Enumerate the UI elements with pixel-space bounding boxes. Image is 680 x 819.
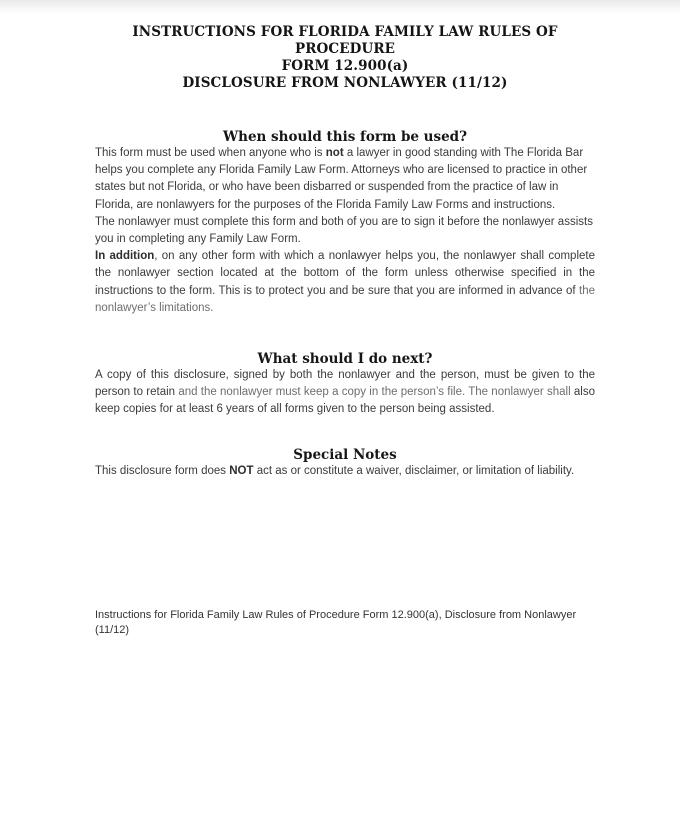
paragraph-text: This form must be used when anyone who is [95, 147, 326, 159]
footer-line-1: Instructions for Florida Family Law Rules of Procedure Form 12.900(a), Disclosure from Nonlawyer [95, 608, 577, 621]
paragraph-disclaimer [95, 463, 595, 480]
paragraph-text: , on any other form with which a nonlawyer helps you, the nonlawyer shall complete the nonlawyer section located at the bottom of the form unless otherwise specified in the instructions to the form. This is to protect you and be sure that you are informed in advance of [95, 250, 595, 297]
document-title [95, 24, 595, 92]
emphasis-in-addition: In addition [95, 250, 155, 263]
document-page [0, 14, 680, 638]
section-heading-what-next: What should I do next? [257, 351, 433, 368]
paragraph-form-must-be-used [95, 145, 595, 214]
paragraph-copy-of-disclosure [95, 367, 595, 419]
document-footer [95, 608, 595, 638]
footer-line-2: (11/12) [95, 623, 130, 636]
paragraph-nonlawyer-must-complete: The nonlawyer must complete this form and both of you are to sign it before the nonlawyer assists you in completing any Family Law Form. [95, 215, 593, 246]
emphasis-not: not [325, 147, 344, 159]
section-heading-when-used: When should this form be used? [222, 129, 468, 145]
paragraph-text: This disclosure form does [95, 464, 230, 477]
document-title-line-2: FORM 12.900(a) [281, 58, 409, 74]
paragraph-text-muted: the nonlawyer’s limitations. [95, 284, 595, 314]
emphasis-not-caps: NOT [229, 464, 254, 477]
paragraph-text: A copy of this disclosure, signed by both the nonlawyer and the person, must be given to the person to retain [95, 369, 595, 399]
paragraph-text: also keep copies for at least 6 years of all forms given to the person being assisted. [95, 386, 595, 416]
document-title-line-1: INSTRUCTIONS FOR FLORIDA FAMILY LAW RULES OF PROCEDURE [132, 24, 558, 57]
paragraph-in-addition [95, 248, 595, 317]
paragraph-text: a lawyer in good standing with The Florida Bar helps you complete any Florida Family Law Form. Attorneys who are licensed to practice in other states but not Florida, or who have been disbarred or suspended from the practice of law in Florida, are nonlawyers for the purposes of the Florida Family Law Forms and instructions. [95, 147, 588, 211]
paragraph-text-muted: and the nonlawyer must keep a copy in the person’s file. The nonlawyer shall [178, 386, 571, 399]
page-top-shadow [0, 0, 680, 14]
document-title-line-3: DISCLOSURE FROM NONLAWYER (11/12) [182, 75, 508, 91]
section-heading-special-notes: Special Notes [293, 446, 397, 463]
paragraph-text: act as or constitute a waiver, disclaimer, or limitation of liability. [253, 464, 575, 477]
